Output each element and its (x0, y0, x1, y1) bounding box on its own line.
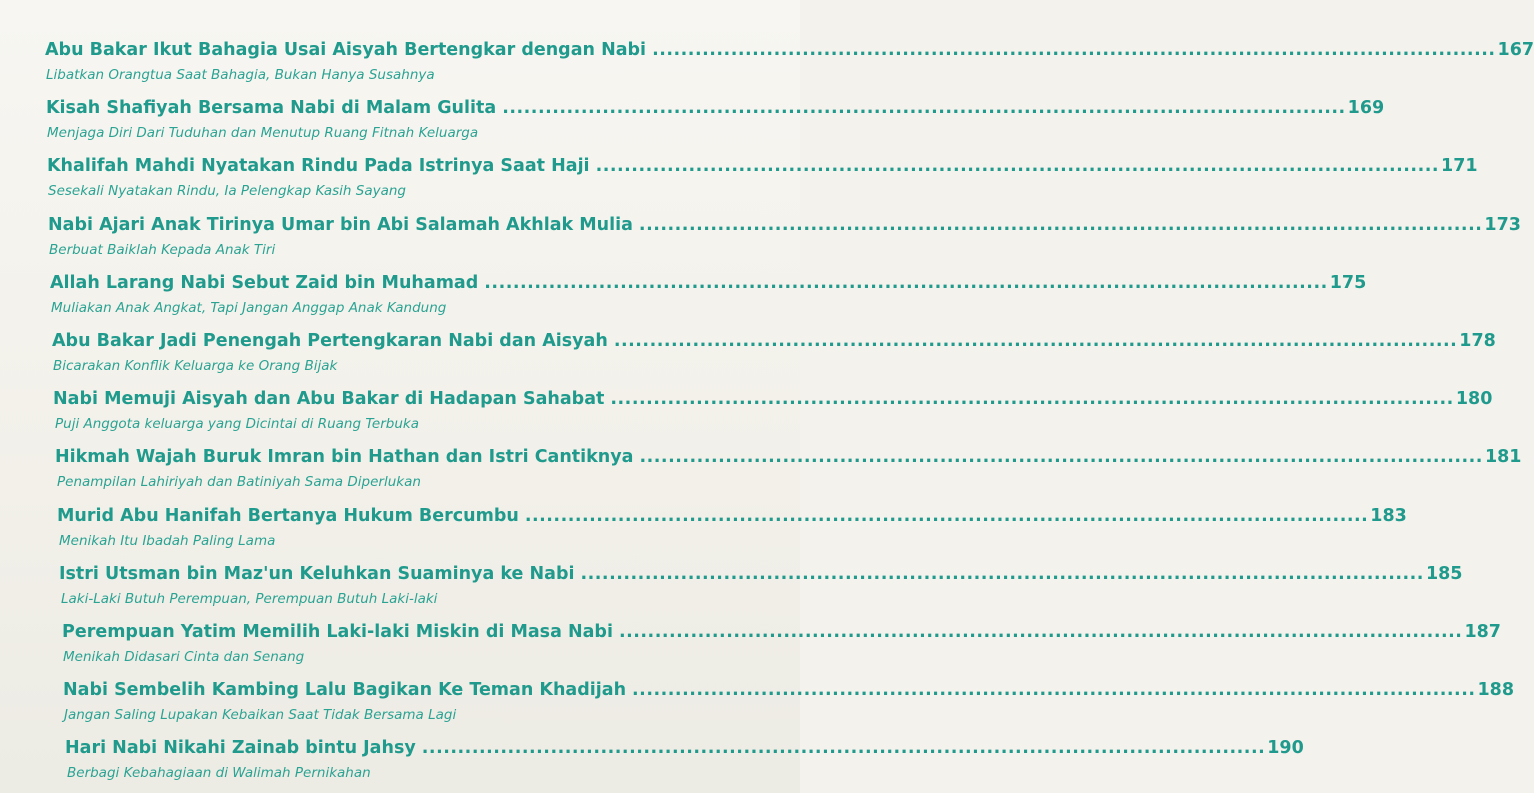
entry-title: Perempuan Yatim Memilih Laki-laki Miskin di Masa Nabi (62, 621, 613, 642)
entry-title: Hari Nabi Nikahi Zainab bintu Jahsy (65, 738, 416, 759)
entry-heading-line (62, 619, 1501, 645)
entry-heading-line (65, 735, 1304, 761)
page-number: 171 (1441, 156, 1478, 177)
entry-heading-line (52, 328, 1496, 354)
entry-title: Allah Larang Nabi Sebut Zaid bin Muhamad (50, 272, 479, 293)
toc-entry (0, 503, 1407, 561)
entry-title: Kisah Shafiyah Bersama Nabi di Malam Gulita (46, 98, 497, 119)
dot-leader: ...................................................................................................................... (610, 389, 1454, 410)
dot-leader: ...................................................................................................................... (613, 330, 1458, 351)
entry-title: Nabi Memuji Aisyah dan Abu Bakar di Hadapan Sahabat (53, 389, 605, 410)
entry-title: Abu Bakar Ikut Bahagia Usai Aisyah Bertengkar dengan Nabi (45, 40, 647, 60)
entry-heading-line (48, 212, 1521, 238)
page-number: 169 (1347, 98, 1385, 119)
page-number: 183 (1370, 505, 1407, 526)
entry-title: Istri Utsman bin Maz'un Keluhkan Suaminya ke Nabi (59, 563, 575, 584)
dot-leader: ...................................................................................................................... (580, 563, 1424, 584)
entry-heading-line (45, 37, 1534, 63)
entry-subtitle: Puji Anggota keluarga yang Dicintai di Ruang Terbuka (55, 416, 419, 433)
dot-leader: ...................................................................................................................... (502, 98, 1346, 119)
entry-title: Nabi Ajari Anak Tirinya Umar bin Abi Salamah Akhlak Mulia (48, 214, 633, 235)
page-number: 173 (1484, 214, 1521, 235)
entry-subtitle: Menjaga Diri Dari Tuduhan dan Menutup Ruang Fitnah Keluarga (47, 125, 479, 142)
page-number: 180 (1455, 389, 1493, 410)
table-of-contents (0, 37, 1534, 793)
entry-title: Hikmah Wajah Buruk Imran bin Hathan dan Istri Cantiknya (55, 447, 634, 468)
toc-entry (0, 95, 1385, 153)
toc-entry (0, 386, 1493, 444)
toc-entry (0, 212, 1521, 270)
dot-leader: ...................................................................................................................... (632, 680, 1476, 701)
toc-entry (0, 735, 1304, 793)
entry-heading-line (50, 270, 1367, 296)
dot-leader: ...................................................................................................................... (524, 505, 1369, 526)
toc-entry (0, 328, 1496, 386)
entry-heading-line (63, 677, 1515, 703)
entry-title: Nabi Sembelih Kambing Lalu Bagikan Ke Teman Khadijah (63, 680, 627, 701)
page-number: 167 (1497, 40, 1534, 60)
toc-entry (0, 444, 1522, 502)
entry-title: Khalifah Mahdi Nyatakan Rindu Pada Istrinya Saat Haji (47, 156, 590, 177)
entry-subtitle: Muliakan Anak Angkat, Tapi Jangan Anggap Anak Kandung (51, 299, 447, 316)
entry-subtitle: Sesekali Nyatakan Rindu, Ia Pelengkap Kasih Sayang (48, 183, 406, 200)
toc-entry (0, 619, 1501, 677)
entry-subtitle: Penampilan Lahiriyah dan Batiniyah Sama Diperlukan (57, 474, 421, 491)
entry-subtitle: Berbagi Kebahagiaan di Walimah Pernikahan (67, 765, 371, 782)
page-number: 185 (1425, 563, 1463, 584)
dot-leader: ...................................................................................................................... (595, 156, 1440, 177)
toc-entry (0, 677, 1515, 735)
page-number: 175 (1329, 272, 1367, 293)
page-number: 190 (1267, 738, 1304, 759)
page-number: 187 (1464, 621, 1501, 642)
entry-heading-line (55, 444, 1522, 470)
entry-subtitle: Bicarakan Konflik Keluarga ke Orang Bijak (53, 357, 338, 374)
toc-entry (0, 37, 1534, 95)
dot-leader: ...................................................................................................................... (639, 447, 1483, 468)
dot-leader: ...................................................................................................................... (618, 621, 1463, 642)
entry-subtitle: Berbuat Baiklah Kepada Anak Tiri (49, 241, 276, 258)
entry-subtitle: Libatkan Orangtua Saat Bahagia, Bukan Hanya Susahnya (46, 67, 435, 83)
toc-entry (0, 270, 1367, 328)
entry-subtitle: Menikah Didasari Cinta dan Senang (63, 648, 305, 665)
entry-heading-line (47, 153, 1478, 179)
dot-leader: ...................................................................................................................... (484, 272, 1328, 293)
entry-heading-line (59, 561, 1463, 587)
dot-leader: ...................................................................................................................... (638, 214, 1483, 235)
entry-title: Abu Bakar Jadi Penengah Pertengkaran Nabi dan Aisyah (52, 330, 608, 351)
dot-leader: ...................................................................................................................... (652, 40, 1496, 60)
entry-subtitle: Jangan Saling Lupakan Kebaikan Saat Tidak Bersama Lagi (64, 707, 457, 724)
entry-heading-line (57, 503, 1407, 529)
entry-title: Murid Abu Hanifah Bertanya Hukum Bercumbu (57, 505, 519, 526)
entry-subtitle: Menikah Itu Ibadah Paling Lama (59, 532, 276, 549)
entry-heading-line (46, 95, 1385, 121)
dot-leader: ...................................................................................................................... (421, 738, 1266, 759)
page-number: 181 (1484, 447, 1522, 468)
toc-entry (0, 153, 1478, 211)
entry-heading-line (53, 386, 1493, 412)
toc-entry (0, 561, 1463, 619)
entry-subtitle: Laki-Laki Butuh Perempuan, Perempuan Butuh Laki-laki (61, 590, 438, 607)
page-number: 178 (1459, 330, 1496, 351)
page-number: 188 (1477, 680, 1515, 701)
